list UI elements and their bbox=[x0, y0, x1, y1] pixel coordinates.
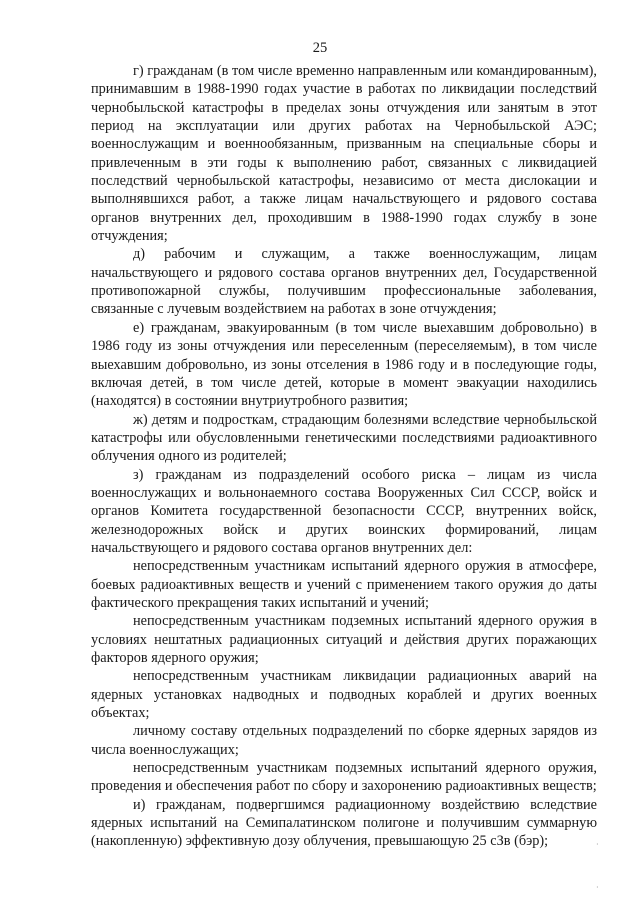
paragraph-z-item-5: непосредственным участникам подземных испытаний ядерного оружия, проведения и обеспечения работ по сбору и захоронению радиоактивных веществ; bbox=[91, 760, 597, 795]
paragraph-z-item-2: непосредственным участникам подземных испытаний ядерного оружия в условиях нештатных радиационных ситуаций и действия других поражающих факторов ядерного оружия; bbox=[91, 613, 597, 666]
document-body bbox=[91, 62, 597, 851]
paragraph-z-item-4: личному составу отдельных подразделений по сборке ядерных зарядов из числа военнослужащих; bbox=[91, 723, 597, 758]
paragraph-z-item-3: непосредственным участникам ликвидации радиационных аварий на ядерных установках надводных и подводных кораблей и других военных объектах; bbox=[91, 668, 597, 722]
paragraph-d: д) рабочим и служащим, а также военнослужащим, лицам начальствующего и рядового состава органов внутренних дел, Государственной противопожарной службы, получившим профессиональные заболевания, связанные с лучевым воздействием на работах в зоне отчуждения; bbox=[91, 246, 597, 318]
paragraph-z-item-1: непосредственным участникам испытаний ядерного оружия в атмосфере, боевых радиоактивных веществ и учений с применением такого оружия до даты фактического прекращения таких испытаний и учений; bbox=[91, 558, 597, 611]
paragraph-i: и) гражданам, подвергшимся радиационному воздействию вследствие ядерных испытаний на Семипалатинском полигоне и получившим суммарную (накопленную) эффективную дозу облучения, превышающую 25 сЗв (бэр); bbox=[91, 796, 597, 850]
scan-speck: · bbox=[596, 883, 599, 892]
page-number: 25 bbox=[312, 40, 328, 56]
paragraph-z: з) гражданам из подразделений особого риска – лицам из числа военнослужащих и вольнонаемного состава Вооруженных Сил СССР, войск и органов Комитета государственной безопасности СССР, внутренних войск, железнодорожных войск и других воинских формирований, лицам начальствующего и рядового состава органов внутренних дел: bbox=[91, 466, 597, 556]
paragraph-e: е) гражданам, эвакуированным (в том числе выехавшим добровольно) в 1986 году из зоны отчуждения или переселенным (переселяемым), в том числе выехавшим добровольно, из зоны отселения в 1986 году и в последующие годы, включая детей, в том числе детей, которые в момент эвакуации находились (находятся) в состоянии внутриутробного развития; bbox=[91, 319, 597, 410]
scan-speck: · bbox=[596, 840, 599, 849]
paragraph-zh: ж) детям и подросткам, страдающим болезнями вследствие чернобыльской катастрофы или обусловленными генетическими последствиями радиоактивного облучения одного из родителей; bbox=[91, 411, 597, 465]
paragraph-g: г) гражданам (в том числе временно направленным или командированным), принимавшим в 1988-1990 годах участие в работах по ликвидации последствий чернобыльской катастрофы в пределах зоны отчуждения или занятым в этот период на эксплуатации или других работах на Чернобыльской АЭС; военнослужащим и военнообязанным, призванным на специальные сборы и привлеченным в эти годы к выполнению работ, связанных с ликвидацией последствий чернобыльской катастрофы, независимо от места дислокации и выполнявшихся работ, а также лицам начальствующего и рядового состава органов внутренних дел, проходившим в 1988-1990 годах службу в зоне отчуждения; bbox=[91, 63, 597, 245]
